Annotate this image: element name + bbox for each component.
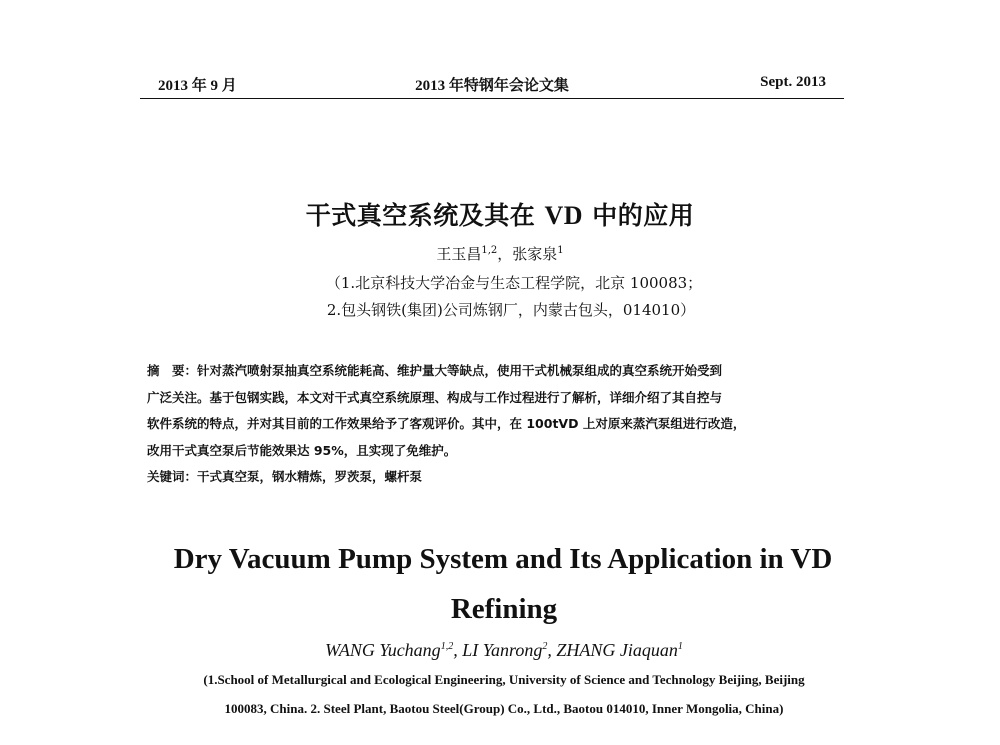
english-authors <box>0 640 1000 661</box>
chinese-affiliation-1: （1.北京科技大学冶金与生态工程学院，北京 100083； <box>325 274 703 292</box>
english-affiliation-line-2: 100083, China. 2. Steel Plant, Baotou Steel(Group) Co., Ltd., Baotou 014010, Inner Mongolia, China) <box>224 701 784 716</box>
author-separator: ， <box>497 245 513 263</box>
chinese-title-vd: VD <box>544 201 584 230</box>
header-date-cn: 2013 年 9 月 <box>158 78 237 94</box>
abstract-line: 广泛关注。基于包钢实践，本文对干式真空系统原理、构成与工作过程进行了解析，详细介绍了其自控与 <box>147 389 723 405</box>
chinese-affiliation-2: 2.包头钢铁(集团)公司炼钢厂，内蒙古包头，014010） <box>326 301 696 319</box>
english-affiliation-line-1: (1.School of Metallurgical and Ecological Engineering, University of Science and Technology Beijing, Beijing <box>203 672 805 687</box>
en-author-1: WANG Yuchang <box>325 640 441 660</box>
en-author-2-mark: 2 <box>542 641 548 652</box>
author-2-name: 张家泉 <box>512 245 558 263</box>
keywords-text: 干式真空泵，钢水精炼，罗茨泵，螺杆泵 <box>197 469 423 484</box>
abstract-line: 改用干式真空泵后节能效果达 95%，且实现了免维护。 <box>147 442 457 458</box>
author-2-affiliation-mark: 1 <box>557 245 564 256</box>
abstract-line: 软件系统的特点，并对其目前的工作效果给予了客观评价。其中，在 100tVD 上对原来蒸汽泵组进行改造， <box>147 416 746 431</box>
english-title-line-1: Dry Vacuum Pump System and Its Application in VD <box>173 543 833 575</box>
header-date-en: Sept. 2013 <box>760 74 826 90</box>
abstract-line <box>147 358 847 385</box>
keywords-line <box>147 464 847 491</box>
running-header <box>140 72 844 99</box>
english-title-line-2: Refining <box>450 593 558 625</box>
abstract-block <box>147 358 847 491</box>
en-author-2: , LI Yanrong <box>453 640 543 660</box>
abstract-label: 摘 要： <box>147 363 198 378</box>
header-proceedings-title: 2013 年特钢年会论文集 <box>415 78 569 94</box>
chinese-title-post: 中的应用 <box>583 201 695 230</box>
abstract-text-1: 针对蒸汽喷射泵抽真空系统能耗高、维护量大等缺点，使用干式机械泵组成的真空系统开始受到 <box>197 363 723 378</box>
keywords-label: 关键词： <box>147 469 198 484</box>
chinese-authors <box>0 243 1000 264</box>
author-1-affiliation-mark: 1,2 <box>481 245 498 256</box>
en-author-1-mark: 1,2 <box>440 641 454 652</box>
chinese-title-pre: 干式真空系统及其在 <box>305 201 545 230</box>
en-author-3-mark: 1 <box>677 641 683 652</box>
en-author-3: , ZHANG Jiaquan <box>547 640 678 660</box>
author-1-name: 王玉昌 <box>436 245 482 263</box>
chinese-title <box>0 196 1000 232</box>
